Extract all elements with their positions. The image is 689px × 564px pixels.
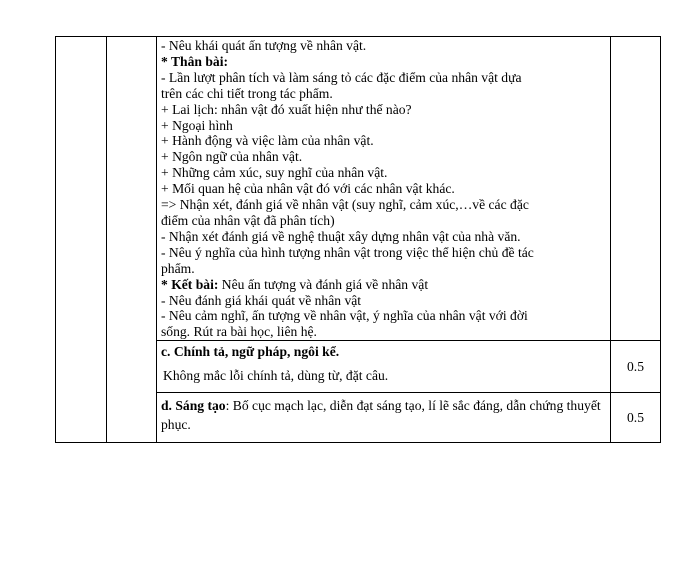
outline-line (161, 229, 606, 245)
criterion-d-heading: d. Sáng tạo (161, 398, 226, 414)
outline-lines (161, 38, 606, 340)
outline-line-text: sống. Rút ra bài học, liên hệ. (161, 324, 317, 340)
outline-line-text: phẩm. (161, 260, 195, 276)
outline-line (161, 70, 606, 86)
outline-line (161, 118, 606, 134)
outline-line-text: - Nêu cảm nghĩ, ấn tượng về nhân vật, ý nghĩa của nhân vật với đời (161, 308, 528, 324)
criterion-d-text (161, 396, 606, 434)
outline-line-text: - Nêu ý nghĩa của hình tượng nhân vật trong việc thể hiện chủ đề tác (161, 244, 534, 260)
outline-line (161, 308, 606, 324)
outline-section-heading: * Kết bài: (161, 276, 219, 292)
criterion-d-cell (157, 393, 611, 443)
outline-line (161, 102, 606, 118)
outline-line (161, 261, 606, 277)
outline-line (161, 165, 606, 181)
outline-line (161, 54, 606, 70)
grading-table (55, 36, 661, 443)
outline-line (161, 149, 606, 165)
outline-line (161, 181, 606, 197)
outline-line-text: trên các chi tiết trong tác phẩm. (161, 85, 333, 101)
outline-line-text: Nêu ấn tượng và đánh giá về nhân vật (218, 276, 429, 292)
criterion-c-description: Không mắc lỗi chính tả, dùng từ, đặt câu. (163, 368, 389, 384)
empty-score-cell (611, 37, 661, 341)
outline-line-text: - Nêu đánh giá khái quát về nhân vật (161, 292, 362, 308)
outline-line (161, 197, 606, 213)
outline-line (161, 293, 606, 309)
outline-line-text: + Ngôn ngữ của nhân vật. (161, 149, 303, 165)
outline-line (161, 133, 606, 149)
outline-line-text: + Hành động và việc làm của nhân vật. (161, 133, 374, 149)
outline-line (161, 86, 606, 102)
outline-line-text: - Nhận xét đánh giá về nghệ thuật xây dựng nhân vật của nhà văn. (161, 228, 521, 244)
empty-cell-col1 (56, 37, 107, 443)
outline-line-text: - Lần lượt phân tích và làm sáng tỏ các đặc điểm của nhân vật dựa (161, 69, 522, 85)
outline-line-text: + Ngoại hình (161, 117, 233, 133)
outline-line-text: - Nêu khái quát ấn tượng về nhân vật. (161, 38, 367, 53)
criterion-d-score: 0.5 (611, 393, 661, 443)
outline-line-text: điểm của nhân vật đã phân tích) (161, 212, 335, 228)
criterion-c-heading: c. Chính tả, ngữ pháp, ngôi kể. (161, 344, 340, 360)
outline-line-text: + Mối quan hệ của nhân vật đó với các nhân vật khác. (161, 181, 455, 197)
outline-line (161, 213, 606, 229)
criterion-c-cell (157, 341, 611, 393)
criterion-d-description: : Bố cục mạch lạc, diễn đạt sáng tạo, lí lẽ sắc đáng, dẫn chứng thuyết phục. (161, 398, 601, 433)
empty-cell-col2 (107, 37, 157, 443)
outline-line (161, 324, 606, 340)
outline-line (161, 245, 606, 261)
criterion-c-score: 0.5 (611, 341, 661, 393)
outline-line (161, 277, 606, 293)
outline-section-heading: * Thân bài: (161, 53, 228, 69)
outline-line-text: + Lai lịch: nhân vật đó xuất hiện như thế nào? (161, 101, 412, 117)
outline-line-text: => Nhận xét, đánh giá về nhân vật (suy nghĩ, cảm xúc,…về các đặc (161, 197, 529, 213)
table-row (56, 37, 661, 341)
outline-line (161, 38, 606, 54)
outline-line-text: + Những cảm xúc, suy nghĩ của nhân vật. (161, 165, 388, 181)
essay-outline-cell (157, 37, 611, 341)
